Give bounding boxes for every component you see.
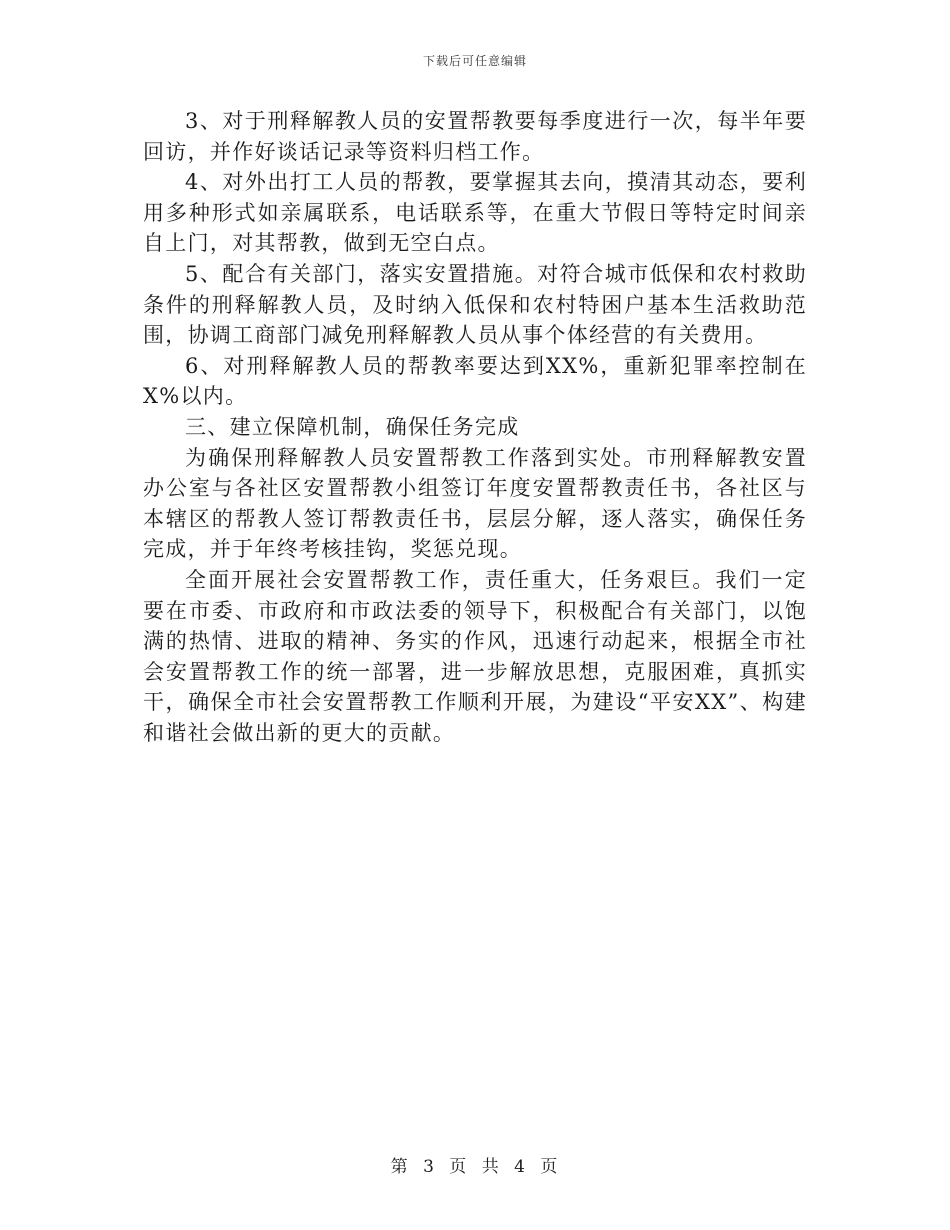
section-heading: 三、建立保障机制，确保任务完成 (185, 414, 520, 439)
paragraph-conclusion: 全面开展社会安置帮教工作，责任重大，任务艰巨。我们一定要在市委、市政府和市政法委的领导下，积极配合有关部门，以饱满的热情、进取的精神、务实的作风，迅速行动起来，根据全市社会安置帮教工作的统一部署，进一步解放思想，克服困难，真抓实干，确保全市社会安置帮教工作顺利开展，为建设“平安XX”、构建和谐社会做出新的更大的贡献。 (143, 567, 807, 745)
paragraph-item-4: 4、对外出打工人员的帮教，要掌握其去向，摸清其动态，要利用多种形式如亲属联系，电话联系等，在重大节假日等特定时间亲自上门，对其帮教，做到无空白点。 (143, 170, 807, 256)
page-header: 下载后可任意编辑 (422, 54, 527, 68)
paragraph-item-3: 3、对于刑释解教人员的安置帮教要每季度进行一次，每半年要回访，并作好谈话记录等资料归档工作。 (143, 109, 807, 164)
document-body (143, 106, 807, 748)
paragraph-guarantee: 为确保刑释解教人员安置帮教工作落到实处。市刑释解教安置办公室与各社区安置帮教小组签订年度安置帮教责任书，各社区与本辖区的帮教人签订帮教责任书，层层分解，逐人落实，确保任务完成，并于年终考核挂钩，奖惩兑现。 (143, 445, 807, 562)
paragraph-item-6: 6、对刑释解教人员的帮教率要达到XX%，重新犯罪率控制在X%以内。 (143, 353, 807, 409)
paragraph-item-5: 5、配合有关部门，落实安置措施。对符合城市低保和农村救助条件的刑释解教人员，及时纳入低保和农村特困户基本生活救助范围，协调工商部门减免刑释解教人员从事个体经营的有关费用。 (143, 261, 807, 348)
page-number: 第 3 页 共 4 页 (390, 1157, 560, 1177)
